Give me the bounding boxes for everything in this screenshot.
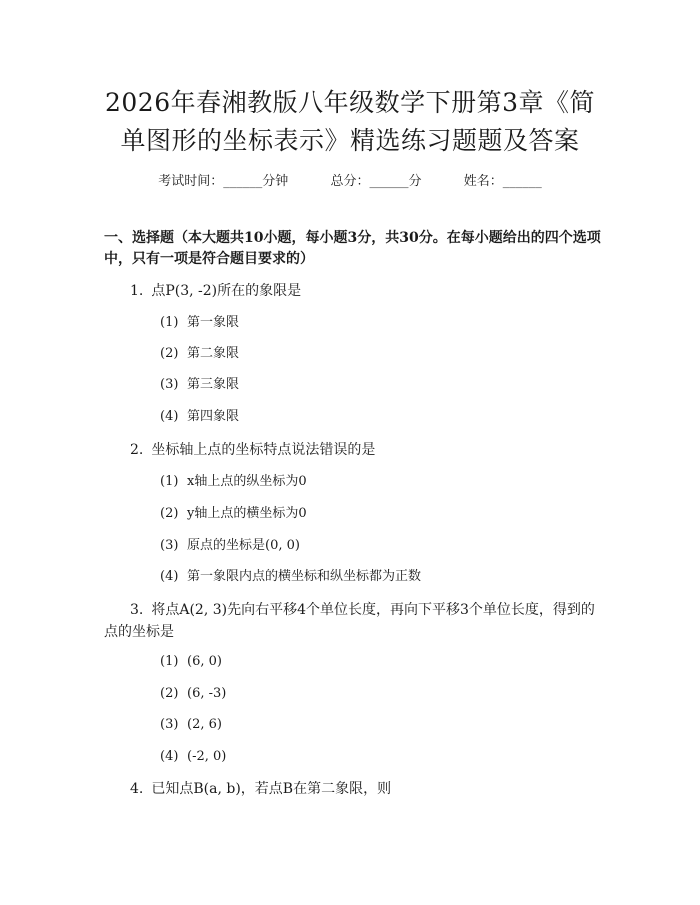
student-name-field: 姓名：______	[463, 174, 542, 189]
question-number: 4.	[130, 781, 144, 797]
option-text: (6, -3)	[187, 686, 227, 701]
option-marker: (2)	[160, 686, 179, 701]
option-marker: (4)	[160, 409, 179, 424]
option-text: 第四象限	[187, 409, 240, 424]
option-marker: (2)	[160, 506, 179, 521]
option-marker: (1)	[160, 654, 179, 669]
option-text: (2, 6)	[187, 717, 222, 732]
exam-meta-row	[0, 170, 700, 189]
option-marker: (4)	[160, 569, 179, 584]
option-text: 第三象限	[187, 377, 240, 392]
question-2-option-4	[160, 568, 421, 586]
question-2	[130, 440, 375, 460]
option-marker: (3)	[160, 377, 179, 392]
question-1-option-1	[160, 314, 239, 332]
option-text: y轴上点的横坐标为0	[187, 506, 307, 521]
total-score-field: 总分：______分	[330, 174, 422, 189]
question-1-option-4	[160, 408, 239, 426]
option-marker: (3)	[160, 717, 179, 732]
question-3	[104, 599, 604, 643]
option-marker: (1)	[160, 315, 179, 330]
question-number: 3.	[130, 602, 144, 618]
question-3-option-2	[160, 685, 226, 703]
option-text: (-2, 0)	[187, 749, 227, 764]
option-marker: (3)	[160, 538, 179, 553]
option-text: (6, 0)	[187, 654, 222, 669]
exam-time-field: 考试时间：______分钟	[158, 174, 289, 189]
question-4	[130, 779, 391, 799]
question-2-option-1	[160, 473, 307, 491]
question-2-option-3	[160, 537, 300, 555]
question-number: 2.	[130, 442, 144, 458]
question-3-option-4	[160, 748, 226, 766]
option-text: 第一象限	[187, 315, 240, 330]
document-title-line-2: 单图形的坐标表示》精选练习题题及答案	[120, 126, 580, 155]
option-text: x轴上点的纵坐标为0	[187, 474, 307, 489]
option-text: 第二象限	[187, 346, 240, 361]
document-title-line-1: 2026年春湘教版八年级数学下册第3章《简	[104, 88, 596, 117]
question-text: 将点A(2, 3)先向右平移4个单位长度，再向下平移3个单位长度，得到的点的坐标是	[104, 602, 595, 640]
question-1	[130, 281, 301, 301]
question-1-option-3	[160, 376, 239, 394]
question-number: 1.	[130, 283, 144, 299]
option-marker: (2)	[160, 346, 179, 361]
section-heading: 一、选择题（本大题共10小题，每小题3分，共30分。在每小题给出的四个选项中，只有一项是符合题目要求的）	[104, 230, 601, 267]
question-text: 点P(3, -2)所在的象限是	[151, 283, 302, 299]
option-text: 第一象限内点的横坐标和纵坐标都为正数	[187, 569, 422, 584]
question-text: 坐标轴上点的坐标特点说法错误的是	[151, 442, 376, 458]
question-3-option-1	[160, 653, 222, 671]
question-2-option-2	[160, 505, 307, 523]
option-marker: (4)	[160, 749, 179, 764]
option-text: 原点的坐标是(0, 0)	[187, 538, 300, 553]
question-1-option-2	[160, 345, 239, 363]
option-marker: (1)	[160, 474, 179, 489]
question-text: 已知点B(a, b)，若点B在第二象限，则	[151, 781, 392, 797]
question-3-option-3	[160, 716, 222, 734]
